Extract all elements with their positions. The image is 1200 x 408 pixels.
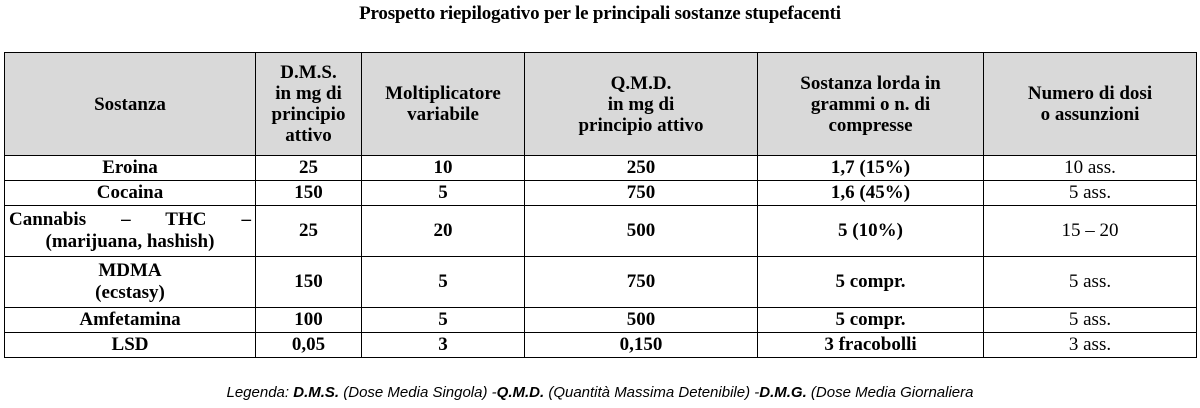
cell-dosi: 5 ass. [984, 181, 1197, 206]
legend-dmg-desc: (Dose Media Giornaliera [806, 384, 974, 401]
header-dosi-line: Numero di dosi [1027, 83, 1153, 104]
table-row [5, 156, 1197, 181]
table-row [5, 181, 1197, 206]
header-qmd [525, 53, 758, 156]
header-dms [256, 53, 362, 156]
table-row [5, 257, 1197, 308]
header-sostanza-lorda [758, 53, 984, 156]
header-lorda-line: compresse [828, 114, 913, 136]
cell-sostanza: LSD [5, 333, 256, 358]
cell-moltiplicatore: 5 [362, 257, 525, 308]
header-qmd-line: in mg di [607, 93, 675, 115]
legend-prefix: Legenda: [226, 384, 294, 401]
cell-dms: 25 [256, 156, 362, 181]
cell-dosi: 3 ass. [984, 333, 1197, 358]
table-row [5, 308, 1197, 333]
cell-qmd: 0,150 [525, 333, 758, 358]
cell-qmd: 250 [525, 156, 758, 181]
cell-moltiplicatore: 20 [362, 206, 525, 257]
cell-dms: 150 [256, 257, 362, 308]
cell-lorda: 1,7 (15%) [758, 156, 984, 181]
legend-dmg-abbr: D.M.G. [759, 384, 807, 401]
legend-qmd-abbr: Q.M.D. [496, 384, 545, 401]
header-qmd-line: principio attivo [578, 114, 704, 136]
cell-sostanza-line: Cannabis – THC – [9, 209, 251, 230]
cell-qmd: 500 [525, 206, 758, 257]
cell-lorda: 5 (10%) [758, 206, 984, 257]
header-qmd-line: Q.M.D. [610, 72, 672, 94]
cell-qmd: 500 [525, 308, 758, 333]
cell-lorda: 3 fracobolli [758, 333, 984, 358]
table-row [5, 206, 1197, 257]
table-header-row [5, 53, 1197, 156]
cell-sostanza: Eroina [5, 156, 256, 181]
header-dms-line: D.M.S. [280, 62, 337, 83]
cell-dosi: 5 ass. [984, 308, 1197, 333]
header-moltiplicatore-line: variabile [407, 104, 479, 125]
cell-sostanza: Cocaina [5, 181, 256, 206]
legend [0, 384, 1200, 401]
cell-dms: 25 [256, 206, 362, 257]
header-numero-dosi [984, 53, 1197, 156]
header-moltiplicatore [362, 53, 525, 156]
legend-dms-desc: (Dose Media Singola) - [339, 384, 497, 401]
header-sostanza-label: Sostanza [94, 93, 166, 115]
cell-sostanza [5, 257, 256, 308]
cell-dms: 100 [256, 308, 362, 333]
cell-sostanza-line: (ecstasy) [95, 282, 165, 303]
cell-moltiplicatore: 5 [362, 181, 525, 206]
cell-dosi: 15 – 20 [984, 206, 1197, 257]
cell-sostanza: Amfetamina [5, 308, 256, 333]
cell-dms: 150 [256, 181, 362, 206]
header-dms-line: in mg di [275, 83, 342, 104]
cell-sostanza [5, 206, 256, 257]
header-moltiplicatore-line: Moltiplicatore [385, 83, 501, 104]
cell-dosi: 10 ass. [984, 156, 1197, 181]
cell-qmd: 750 [525, 181, 758, 206]
legend-qmd-desc: (Quantità Massima Detenibile) - [544, 384, 760, 401]
cell-dms: 0,05 [256, 333, 362, 358]
header-dms-line: attivo [285, 125, 332, 146]
header-sostanza [5, 53, 256, 156]
table-row [5, 333, 1197, 358]
header-dosi-line: o assunzioni [1040, 104, 1140, 125]
header-lorda-line: Sostanza lorda in [800, 72, 941, 94]
cell-sostanza-line: MDMA [98, 260, 162, 281]
cell-lorda: 1,6 (45%) [758, 181, 984, 206]
cell-moltiplicatore: 10 [362, 156, 525, 181]
cell-moltiplicatore: 5 [362, 308, 525, 333]
legend-dms-abbr: D.M.S. [293, 384, 340, 401]
cell-sostanza-line: (marijuana, hashish) [45, 231, 215, 252]
page-title: Prospetto riepilogativo per le principali sostanze stupefacenti [359, 3, 841, 24]
substances-table [4, 52, 1197, 358]
cell-lorda: 5 compr. [758, 308, 984, 333]
header-lorda-line: grammi o n. di [810, 93, 931, 115]
cell-moltiplicatore: 3 [362, 333, 525, 358]
header-dms-line: principio [271, 104, 346, 125]
cell-dosi: 5 ass. [984, 257, 1197, 308]
cell-lorda: 5 compr. [758, 257, 984, 308]
cell-qmd: 750 [525, 257, 758, 308]
